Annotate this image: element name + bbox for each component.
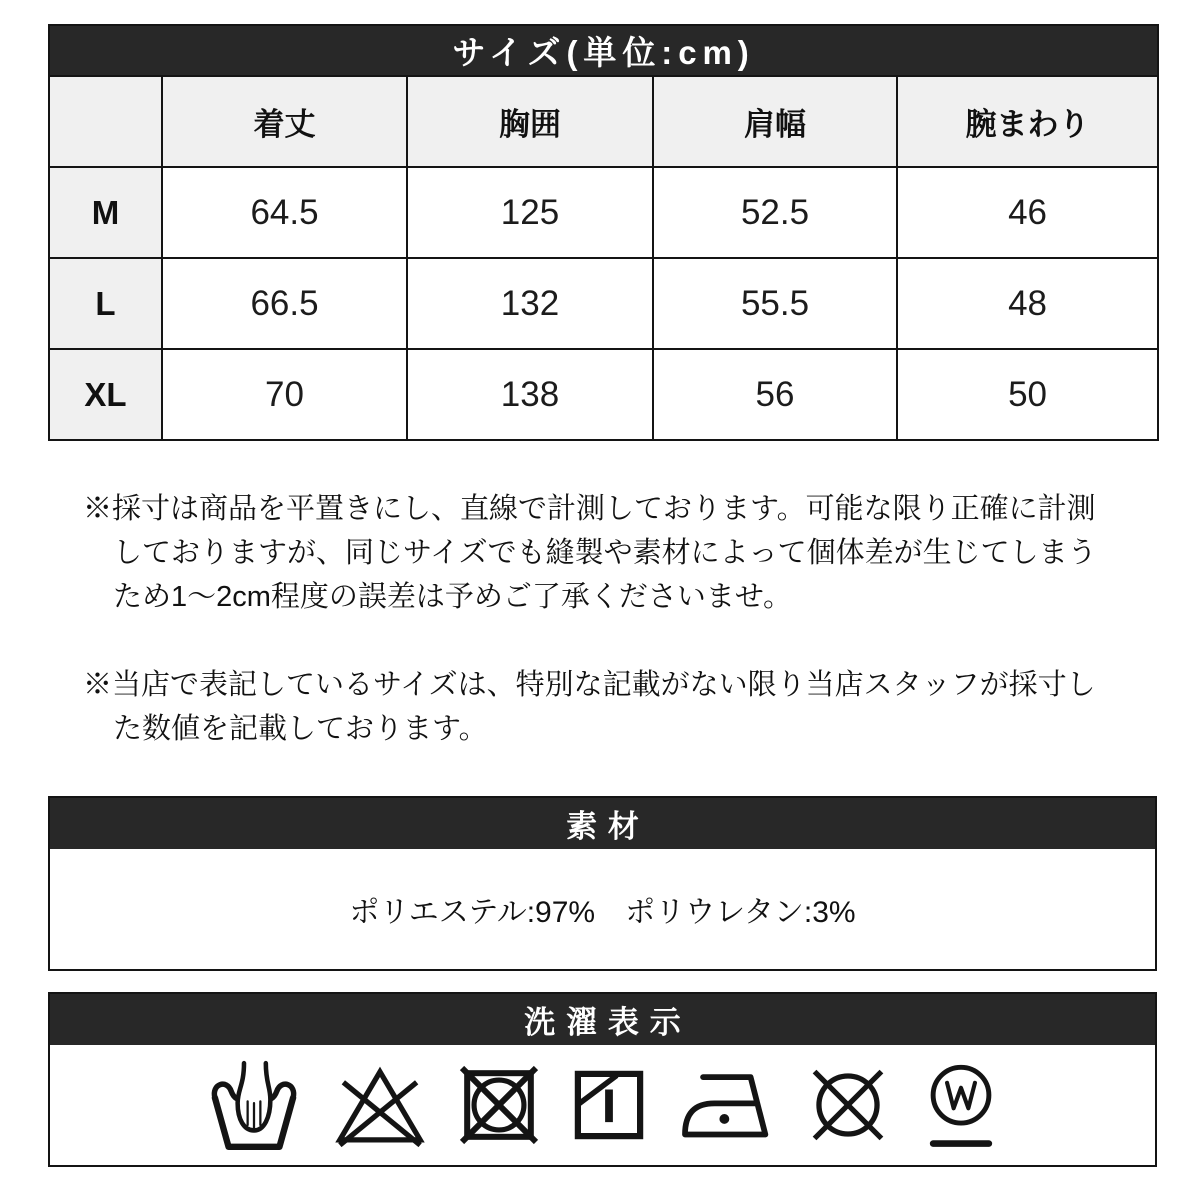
note-staff-measured: ※当店で表記しているサイズは、特別な記載がない限り当店スタッフが採寸した数値を記載しております。 <box>83 669 1096 745</box>
size-label-m: M <box>49 167 162 258</box>
table-row-l <box>49 258 1158 349</box>
iron-low-heat-icon <box>676 1064 776 1146</box>
cell-l-shoulder: 55.5 <box>653 258 897 349</box>
note-measurement-disclaimer: ※採寸は商品を平置きにし、直線で計測しております。可能な限り正確に計測しておりますが、同じサイズでも縫製や素材によって個体差が生じてしまうため1〜2cm程度の誤差は予めご了承くださいませ。 <box>83 493 1097 613</box>
cell-m-chest: 125 <box>407 167 653 258</box>
cell-m-shoulder: 52.5 <box>653 167 897 258</box>
material-title: 素材 <box>50 798 1155 849</box>
cell-m-length: 64.5 <box>162 167 407 258</box>
size-table <box>48 24 1159 441</box>
col-header-shoulder: 肩幅 <box>653 76 897 167</box>
size-table-header-row <box>49 76 1158 167</box>
notes-section <box>83 487 1117 751</box>
col-header-length: 着丈 <box>162 76 407 167</box>
laundry-icons-row <box>50 1045 1155 1165</box>
col-header-arm: 腕まわり <box>897 76 1158 167</box>
wet-clean-gentle-icon <box>920 1059 1002 1151</box>
size-label-xl: XL <box>49 349 162 440</box>
size-table-title: サイズ(単位:cm) <box>49 25 1158 76</box>
cell-xl-chest: 138 <box>407 349 653 440</box>
cell-xl-arm: 50 <box>897 349 1158 440</box>
material-section <box>48 796 1157 971</box>
cell-xl-length: 70 <box>162 349 407 440</box>
cell-xl-shoulder: 56 <box>653 349 897 440</box>
cell-l-chest: 132 <box>407 258 653 349</box>
table-row-m <box>49 167 1158 258</box>
size-table-title-row <box>49 25 1158 76</box>
do-not-bleach-icon <box>332 1061 428 1149</box>
laundry-section <box>48 992 1157 1167</box>
col-header-chest: 胸囲 <box>407 76 653 167</box>
table-row-xl <box>49 349 1158 440</box>
line-dry-in-shade-icon <box>570 1063 648 1147</box>
size-label-l: L <box>49 258 162 349</box>
cell-l-arm: 48 <box>897 258 1158 349</box>
do-not-dry-clean-icon <box>804 1061 892 1149</box>
cell-m-arm: 46 <box>897 167 1158 258</box>
material-composition: ポリエステル:97% ポリウレタン:3% <box>349 896 856 929</box>
do-not-tumble-dry-icon <box>456 1062 542 1148</box>
hand-wash-icon <box>204 1059 304 1151</box>
corner-cell <box>49 76 162 167</box>
cell-l-length: 66.5 <box>162 258 407 349</box>
laundry-title: 洗濯表示 <box>50 994 1155 1045</box>
